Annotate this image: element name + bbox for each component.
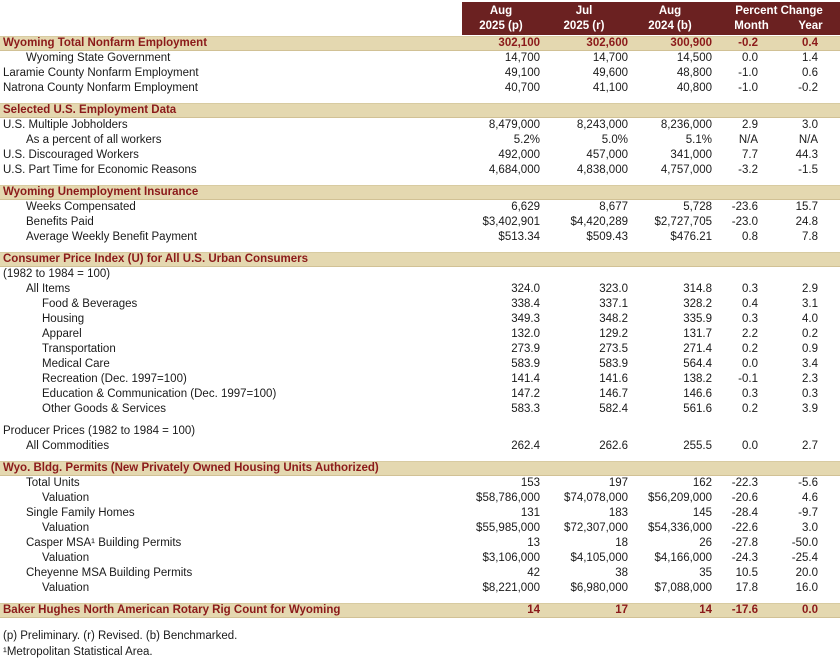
table-row bbox=[0, 36, 840, 51]
cell-aug-2024: 146.6 bbox=[683, 388, 712, 400]
row-label: Wyoming State Government bbox=[26, 52, 171, 64]
cell-jul-2025: 14,700 bbox=[592, 52, 628, 64]
row-label: Medical Care bbox=[42, 358, 110, 370]
percent-change-label: Percent Change bbox=[735, 4, 823, 17]
cell-jul-2025: 197 bbox=[608, 477, 628, 489]
cell-pc-year: 2.7 bbox=[802, 440, 818, 452]
cell-aug-2025: 4,684,000 bbox=[488, 164, 540, 176]
cell-aug-2025: 141.4 bbox=[511, 373, 540, 385]
cell-pc-year: -50.0 bbox=[791, 537, 818, 549]
cell-aug-2024: 564.4 bbox=[683, 358, 712, 370]
row-label: Consumer Price Index (U) for All U.S. Urban Consumers bbox=[3, 253, 309, 265]
cell-pc-year: 3.0 bbox=[802, 522, 818, 534]
cell-jul-2025: 582.4 bbox=[599, 403, 628, 415]
col-header-jul-2025 bbox=[540, 2, 628, 35]
cell-jul-2025: 41,100 bbox=[592, 82, 628, 94]
cell-aug-2025: $55,985,000 bbox=[476, 522, 540, 534]
cell-pc-month: 0.0 bbox=[742, 358, 758, 370]
table-row bbox=[0, 282, 840, 297]
table-row bbox=[0, 476, 840, 491]
table-row bbox=[0, 81, 840, 96]
cell-pc-year: -9.7 bbox=[798, 507, 818, 519]
cell-aug-2025: 302,100 bbox=[498, 37, 540, 49]
cell-aug-2024: 138.2 bbox=[683, 373, 712, 385]
row-label: As a percent of all workers bbox=[26, 134, 162, 146]
cell-aug-2025: 40,700 bbox=[504, 82, 540, 94]
cell-aug-2025: 13 bbox=[527, 537, 540, 549]
table-row bbox=[0, 603, 840, 618]
row-label: Cheyenne MSA Building Permits bbox=[26, 567, 193, 579]
cell-aug-2024: 48,800 bbox=[676, 67, 712, 79]
cell-aug-2024: 271.4 bbox=[683, 343, 712, 355]
cell-aug-2024: 255.5 bbox=[683, 440, 712, 452]
cell-jul-2025: 337.1 bbox=[599, 298, 628, 310]
table-row bbox=[0, 252, 840, 267]
cell-aug-2025: 131 bbox=[520, 507, 540, 519]
cell-pc-year: 3.9 bbox=[802, 403, 818, 415]
cell-aug-2024: 162 bbox=[692, 477, 712, 489]
cell-pc-year: 3.4 bbox=[802, 358, 818, 370]
cell-pc-month: 0.0 bbox=[742, 52, 758, 64]
table-row bbox=[0, 342, 840, 357]
cell-pc-month: -0.2 bbox=[738, 37, 758, 49]
cell-pc-month: -22.3 bbox=[731, 477, 758, 489]
cell-pc-month: -0.1 bbox=[738, 373, 758, 385]
cell-jul-2025: 129.2 bbox=[599, 328, 628, 340]
row-label: Average Weekly Benefit Payment bbox=[26, 231, 197, 243]
cell-jul-2025: $4,420,289 bbox=[570, 216, 628, 228]
cell-aug-2024: 341,000 bbox=[670, 149, 712, 161]
cell-aug-2024: 4,757,000 bbox=[660, 164, 712, 176]
cell-pc-month: N/A bbox=[738, 134, 758, 146]
cell-pc-month: 2.9 bbox=[742, 119, 758, 131]
cell-aug-2024: $476.21 bbox=[670, 231, 712, 243]
cell-aug-2024: 561.6 bbox=[683, 403, 712, 415]
row-label: Valuation bbox=[42, 582, 90, 594]
row-spacer bbox=[0, 245, 840, 252]
col-header-line1: Jul bbox=[575, 4, 593, 17]
table-row bbox=[0, 133, 840, 148]
table-row bbox=[0, 66, 840, 81]
row-label: Baker Hughes North American Rotary Rig Count for Wyoming bbox=[3, 604, 341, 616]
row-label: Wyo. Bldg. Permits (New Privately Owned Housing Units Authorized) bbox=[3, 462, 379, 474]
row-label: Recreation (Dec. 1997=100) bbox=[42, 373, 187, 385]
cell-pc-year: 3.1 bbox=[802, 298, 818, 310]
cell-jul-2025: 583.9 bbox=[599, 358, 628, 370]
cell-pc-month: -28.4 bbox=[731, 507, 758, 519]
table-row bbox=[0, 357, 840, 372]
cell-aug-2025: 14,700 bbox=[504, 52, 540, 64]
col-header-month: Month bbox=[734, 19, 769, 32]
cell-pc-year: 0.2 bbox=[802, 328, 818, 340]
cell-aug-2025: 338.4 bbox=[511, 298, 540, 310]
cell-pc-year: 0.0 bbox=[802, 604, 818, 616]
cell-pc-year: 24.8 bbox=[795, 216, 818, 228]
cell-pc-month: 0.4 bbox=[742, 298, 758, 310]
table-row bbox=[0, 200, 840, 215]
cell-pc-month: -23.6 bbox=[731, 201, 758, 213]
cell-jul-2025: 17 bbox=[615, 604, 628, 616]
row-label: Housing bbox=[42, 313, 85, 325]
cell-pc-month: 0.0 bbox=[742, 440, 758, 452]
table-row bbox=[0, 230, 840, 245]
cell-aug-2025: 132.0 bbox=[511, 328, 540, 340]
cell-pc-year: 44.3 bbox=[795, 149, 818, 161]
row-label: Food & Beverages bbox=[42, 298, 138, 310]
cell-pc-month: -20.6 bbox=[731, 492, 758, 504]
table-row bbox=[0, 215, 840, 230]
cell-pc-month: 0.2 bbox=[742, 343, 758, 355]
col-header-year: Year bbox=[798, 19, 823, 32]
table-row bbox=[0, 372, 840, 387]
cell-aug-2024: 145 bbox=[692, 507, 712, 519]
cell-pc-month: -23.0 bbox=[731, 216, 758, 228]
cell-pc-year: -5.6 bbox=[798, 477, 818, 489]
table-row bbox=[0, 521, 840, 536]
cell-jul-2025: $72,307,000 bbox=[564, 522, 628, 534]
cell-aug-2025: $58,786,000 bbox=[476, 492, 540, 504]
row-label: Casper MSA¹ Building Permits bbox=[26, 537, 182, 549]
table-row bbox=[0, 402, 840, 417]
cell-aug-2024: $54,336,000 bbox=[648, 522, 712, 534]
table-row bbox=[0, 387, 840, 402]
cell-jul-2025: 273.5 bbox=[599, 343, 628, 355]
cell-jul-2025: $509.43 bbox=[586, 231, 628, 243]
cell-pc-year: 4.6 bbox=[802, 492, 818, 504]
cell-jul-2025: $4,105,000 bbox=[570, 552, 628, 564]
table-row bbox=[0, 461, 840, 476]
cell-pc-month: -22.6 bbox=[731, 522, 758, 534]
footnote-msa: ¹Metropolitan Statistical Area. bbox=[3, 646, 153, 658]
cell-pc-year: 2.9 bbox=[802, 283, 818, 295]
col-header-line1: Aug bbox=[658, 4, 682, 17]
row-label: U.S. Discouraged Workers bbox=[3, 149, 139, 161]
row-label: Education & Communication (Dec. 1997=100) bbox=[42, 388, 277, 400]
col-header-line2: 2025 (r) bbox=[563, 19, 605, 32]
row-label: Selected U.S. Employment Data bbox=[3, 104, 177, 116]
cell-pc-month: 0.2 bbox=[742, 403, 758, 415]
column-headers bbox=[462, 2, 840, 35]
cell-aug-2025: 5.2% bbox=[513, 134, 540, 146]
cell-aug-2024: 35 bbox=[699, 567, 712, 579]
cell-aug-2024: 300,900 bbox=[670, 37, 712, 49]
cell-aug-2024: 314.8 bbox=[683, 283, 712, 295]
row-spacer bbox=[0, 454, 840, 461]
table-row bbox=[0, 103, 840, 118]
row-label: U.S. Part Time for Economic Reasons bbox=[3, 164, 197, 176]
cell-pc-month: -3.2 bbox=[738, 164, 758, 176]
row-label: All Commodities bbox=[26, 440, 110, 452]
row-label: Total Units bbox=[26, 477, 80, 489]
cell-aug-2025: 583.3 bbox=[511, 403, 540, 415]
table-row bbox=[0, 148, 840, 163]
cell-aug-2024: 14 bbox=[699, 604, 712, 616]
cell-jul-2025: 5.0% bbox=[601, 134, 628, 146]
row-label: Other Goods & Services bbox=[42, 403, 166, 415]
cell-aug-2025: 324.0 bbox=[511, 283, 540, 295]
cell-pc-year: 0.6 bbox=[802, 67, 818, 79]
cell-jul-2025: 18 bbox=[615, 537, 628, 549]
cell-jul-2025: 302,600 bbox=[586, 37, 628, 49]
table-body bbox=[0, 36, 840, 618]
cell-pc-year: 2.3 bbox=[802, 373, 818, 385]
cell-jul-2025: $74,078,000 bbox=[564, 492, 628, 504]
cell-pc-month: -1.0 bbox=[738, 82, 758, 94]
row-label: Single Family Homes bbox=[26, 507, 135, 519]
cell-pc-year: 20.0 bbox=[795, 567, 818, 579]
cell-pc-year: 16.0 bbox=[795, 582, 818, 594]
row-label: Natrona County Nonfarm Employment bbox=[3, 82, 198, 94]
cell-aug-2024: $2,727,705 bbox=[654, 216, 712, 228]
row-label: Apparel bbox=[42, 328, 82, 340]
cell-pc-month: 0.3 bbox=[742, 313, 758, 325]
cell-aug-2025: 14 bbox=[527, 604, 540, 616]
cell-pc-year: 7.8 bbox=[802, 231, 818, 243]
cell-pc-month: 7.7 bbox=[742, 149, 758, 161]
cell-aug-2025: 492,000 bbox=[498, 149, 540, 161]
cell-aug-2024: 335.9 bbox=[683, 313, 712, 325]
cell-jul-2025: 323.0 bbox=[599, 283, 628, 295]
table-row bbox=[0, 163, 840, 178]
cell-pc-month: -27.8 bbox=[731, 537, 758, 549]
row-label: U.S. Multiple Jobholders bbox=[3, 119, 128, 131]
row-spacer bbox=[0, 96, 840, 103]
table-row bbox=[0, 506, 840, 521]
cell-aug-2025: $3,402,901 bbox=[482, 216, 540, 228]
cell-jul-2025: 38 bbox=[615, 567, 628, 579]
cell-pc-month: -17.6 bbox=[731, 604, 758, 616]
table-row bbox=[0, 312, 840, 327]
cell-aug-2025: 349.3 bbox=[511, 313, 540, 325]
cell-aug-2024: 14,500 bbox=[676, 52, 712, 64]
row-label: Wyoming Total Nonfarm Employment bbox=[3, 37, 208, 49]
row-label: Laramie County Nonfarm Employment bbox=[3, 67, 199, 79]
row-label: Weeks Compensated bbox=[26, 201, 136, 213]
cell-jul-2025: 8,677 bbox=[599, 201, 628, 213]
table-header bbox=[0, 0, 840, 36]
row-label: Valuation bbox=[42, 552, 90, 564]
cell-aug-2024: 40,800 bbox=[676, 82, 712, 94]
cell-pc-month: 0.8 bbox=[742, 231, 758, 243]
row-spacer bbox=[0, 417, 840, 424]
cell-jul-2025: 146.7 bbox=[599, 388, 628, 400]
cell-pc-year: 15.7 bbox=[795, 201, 818, 213]
table-row bbox=[0, 267, 840, 282]
cell-jul-2025: $6,980,000 bbox=[570, 582, 628, 594]
table-row bbox=[0, 551, 840, 566]
cell-aug-2024: 328.2 bbox=[683, 298, 712, 310]
cell-jul-2025: 262.6 bbox=[599, 440, 628, 452]
col-header-percent-change bbox=[712, 2, 840, 35]
cell-pc-month: 17.8 bbox=[735, 582, 758, 594]
cell-aug-2025: 42 bbox=[527, 567, 540, 579]
footnotes bbox=[0, 628, 840, 660]
row-label: Producer Prices (1982 to 1984 = 100) bbox=[3, 425, 196, 437]
cell-aug-2025: 147.2 bbox=[511, 388, 540, 400]
cell-aug-2024: 5.1% bbox=[685, 134, 712, 146]
cell-pc-year: N/A bbox=[798, 134, 818, 146]
cell-aug-2024: $56,209,000 bbox=[648, 492, 712, 504]
cell-pc-month: 0.3 bbox=[742, 388, 758, 400]
cell-jul-2025: 141.6 bbox=[599, 373, 628, 385]
table-row bbox=[0, 536, 840, 551]
cell-jul-2025: 8,243,000 bbox=[576, 119, 628, 131]
cell-pc-month: -24.3 bbox=[731, 552, 758, 564]
cell-pc-month: -1.0 bbox=[738, 67, 758, 79]
cell-aug-2025: $3,106,000 bbox=[482, 552, 540, 564]
cell-pc-month: 10.5 bbox=[735, 567, 758, 579]
cell-aug-2025: 49,100 bbox=[504, 67, 540, 79]
cell-pc-year: 0.4 bbox=[802, 37, 818, 49]
cell-aug-2025: $8,221,000 bbox=[482, 582, 540, 594]
cell-aug-2024: 8,236,000 bbox=[660, 119, 712, 131]
cell-aug-2024: 26 bbox=[699, 537, 712, 549]
cell-jul-2025: 4,838,000 bbox=[576, 164, 628, 176]
cell-pc-month: 2.2 bbox=[742, 328, 758, 340]
row-spacer bbox=[0, 178, 840, 185]
table-row bbox=[0, 297, 840, 312]
row-label: Valuation bbox=[42, 492, 90, 504]
cell-aug-2025: 8,479,000 bbox=[488, 119, 540, 131]
cell-aug-2025: 273.9 bbox=[511, 343, 540, 355]
col-header-line2: 2025 (p) bbox=[479, 19, 523, 32]
table-row bbox=[0, 581, 840, 596]
table-row bbox=[0, 439, 840, 454]
table-row bbox=[0, 424, 840, 439]
row-label: Transportation bbox=[42, 343, 116, 355]
cell-pc-year: 3.0 bbox=[802, 119, 818, 131]
table-row bbox=[0, 327, 840, 342]
cell-pc-year: 0.9 bbox=[802, 343, 818, 355]
col-header-line1: Aug bbox=[489, 4, 513, 17]
cell-pc-year: -25.4 bbox=[791, 552, 818, 564]
col-header-aug-2025 bbox=[462, 2, 540, 35]
row-label: All Items bbox=[26, 283, 71, 295]
cell-pc-year: 0.3 bbox=[802, 388, 818, 400]
cell-pc-year: -0.2 bbox=[798, 82, 818, 94]
table-row bbox=[0, 118, 840, 133]
cell-aug-2025: 153 bbox=[520, 477, 540, 489]
cell-pc-year: 4.0 bbox=[802, 313, 818, 325]
cell-jul-2025: 183 bbox=[608, 507, 628, 519]
cell-pc-month: 0.3 bbox=[742, 283, 758, 295]
cell-pc-year: -1.5 bbox=[798, 164, 818, 176]
row-label: Valuation bbox=[42, 522, 90, 534]
cell-aug-2025: 6,629 bbox=[511, 201, 540, 213]
cell-pc-year: 1.4 bbox=[802, 52, 818, 64]
cell-jul-2025: 49,600 bbox=[592, 67, 628, 79]
row-label: Wyoming Unemployment Insurance bbox=[3, 186, 199, 198]
col-header-line2: 2024 (b) bbox=[648, 19, 692, 32]
table-row bbox=[0, 566, 840, 581]
table-row bbox=[0, 185, 840, 200]
cell-aug-2025: 583.9 bbox=[511, 358, 540, 370]
cell-jul-2025: 348.2 bbox=[599, 313, 628, 325]
table-row bbox=[0, 491, 840, 506]
cell-jul-2025: 457,000 bbox=[586, 149, 628, 161]
header-spacer bbox=[0, 0, 462, 36]
cell-aug-2025: 262.4 bbox=[511, 440, 540, 452]
footnote-abbreviations: (p) Preliminary. (r) Revised. (b) Benchmarked. bbox=[3, 630, 238, 642]
cell-aug-2024: $7,088,000 bbox=[654, 582, 712, 594]
row-label: (1982 to 1984 = 100) bbox=[3, 268, 111, 280]
cell-aug-2025: $513.34 bbox=[498, 231, 540, 243]
cell-aug-2024: $4,166,000 bbox=[654, 552, 712, 564]
row-spacer bbox=[0, 596, 840, 603]
table-row bbox=[0, 51, 840, 66]
cell-aug-2024: 131.7 bbox=[683, 328, 712, 340]
cell-aug-2024: 5,728 bbox=[683, 201, 712, 213]
col-header-aug-2024 bbox=[628, 2, 712, 35]
row-label: Benefits Paid bbox=[26, 216, 94, 228]
